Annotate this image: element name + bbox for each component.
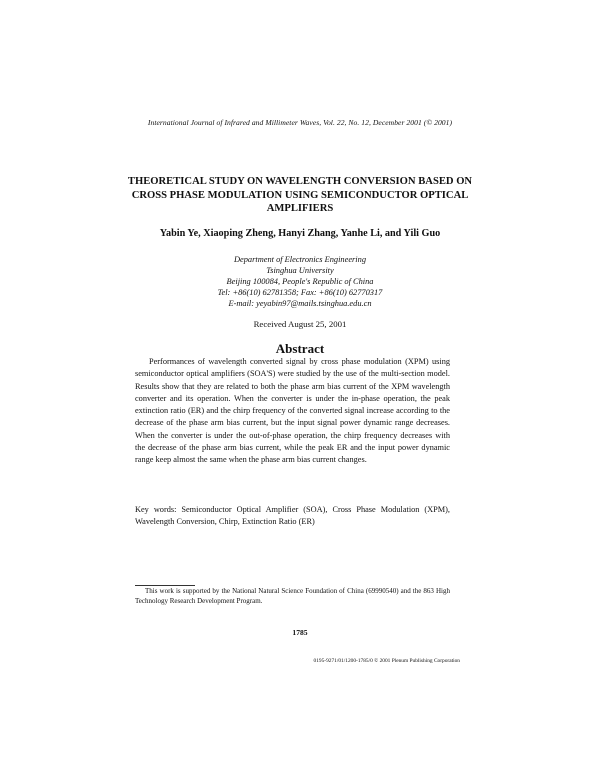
affiliation-university: Tsinghua University — [266, 265, 334, 275]
affiliation-email: E-mail: yeyabin97@mails.tsinghua.edu.cn — [228, 298, 372, 308]
abstract-heading: Abstract — [275, 341, 325, 356]
footnote-divider — [135, 585, 195, 586]
abstract-body: Performances of wavelength converted signal by cross phase modulation (XPM) using semiconductor optical amplifiers (SOA'S) were studied by the use of the multi-section model. Results show that they are related to both the phase arm bias current of the XPM wavelength converter and its operation. When the converter is under the in-phase operation, the peak extinction ratio (ER) and the chirp frequency of the converted signal increase according to the decrease of the phase arm bias current, but the input signal power dynamic range decreases. When the converter is under the out-of-phase operation, the chirp frequency decreases with the decrease of the phase arm bias current, while the peak ER and the input power dynamic range keep almost the same when the phase arm bias current changes. — [135, 357, 450, 465]
keywords: Key words: Semiconductor Optical Amplifier (SOA), Cross Phase Modulation (XPM), Wavelength Conversion, Chirp, Extinction Ratio (ER) — [135, 505, 450, 527]
affiliation-block — [150, 255, 450, 310]
journal-header: International Journal of Infrared and Millimeter Waves, Vol. 22, No. 12, December 2001 (© 2001) — [147, 118, 453, 127]
affiliation-phone-fax: Tel: +86(10) 62781358; Fax: +86(10) 62770317 — [217, 287, 383, 297]
funding-footnote: This work is supported by the National Natural Science Foundation of China (69990540) and the 863 High Technology Research Development Program. — [135, 587, 450, 605]
received-date: Received August 25, 2001 — [253, 319, 347, 329]
page-number: 1785 — [292, 628, 308, 637]
affiliation-address: Beijing 100084, People's Republic of China — [226, 276, 374, 286]
affiliation-department: Department of Electronics Engineering — [233, 255, 367, 264]
copyright-line: 0195-9271/01/1200-1785/0 © 2001 Plenum Publishing Corporation — [313, 658, 460, 664]
paper-title: THEORETICAL STUDY ON WAVELENGTH CONVERSION BASED ON CROSS PHASE MODULATION USING SEMICONDUCTOR OPTICAL AMPLIFIERS — [127, 176, 473, 215]
author-list: Yabin Ye, Xiaoping Zheng, Hanyi Zhang, Yanhe Li, and Yili Guo — [159, 228, 441, 239]
